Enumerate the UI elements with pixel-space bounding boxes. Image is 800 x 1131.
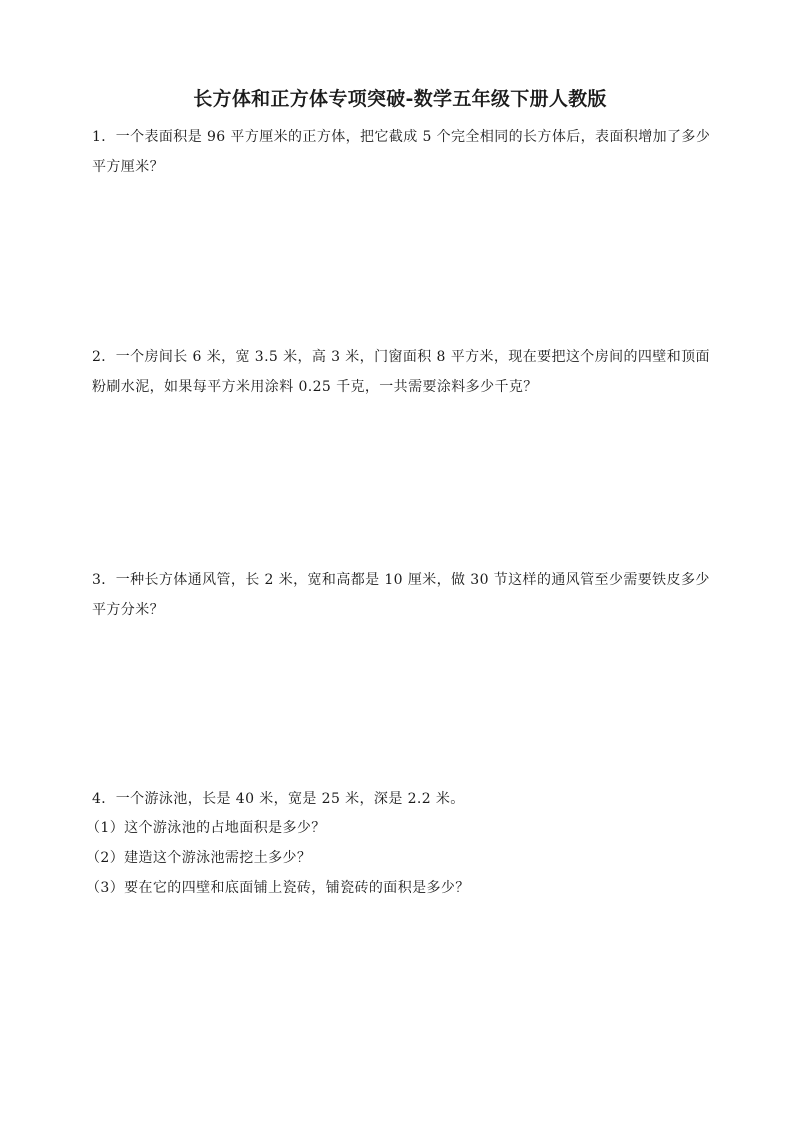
question-2: 2．一个房间长 6 米，宽 3.5 米，高 3 米，门窗面积 8 平方米，现在要把这个房间的四壁和顶面粉刷水泥，如果每平方米用涂料 0.25 千克，一共需要涂料多少千克？ — [92, 349, 710, 395]
question-4-sub-2: （2）建造这个游泳池需挖土多少？ — [86, 850, 312, 866]
page-title: 长方体和正方体专项突破-数学五年级下册人教版 — [193, 88, 607, 110]
question-3: 3．一种长方体通风管，长 2 米，宽和高都是 10 厘米，做 30 节这样的通风管至少需要铁皮多少平方分米？ — [92, 572, 710, 618]
question-4-sub-3: （3）要在它的四壁和底面铺上瓷砖，铺瓷砖的面积是多少？ — [86, 880, 470, 896]
question-4-sub-1: （1）这个游泳池的占地面积是多少？ — [86, 820, 326, 836]
question-1: 1．一个表面积是 96 平方厘米的正方体，把它截成 5 个完全相同的长方体后，表面积增加了多少平方厘米？ — [92, 129, 711, 175]
question-4: 4．一个游泳池，长是 40 米，宽是 25 米，深是 2.2 米。 — [92, 791, 465, 807]
